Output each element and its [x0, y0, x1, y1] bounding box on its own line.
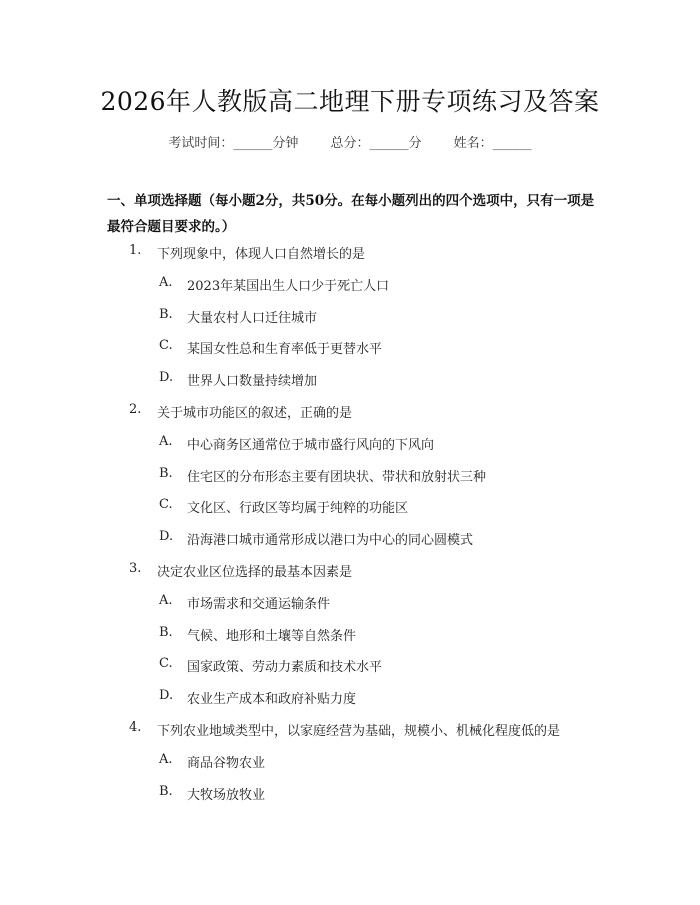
- option-letter: A.: [159, 433, 173, 449]
- option-letter: C.: [159, 338, 173, 354]
- option-letter: A.: [159, 274, 173, 290]
- option-letter: B.: [159, 465, 173, 481]
- question-number: 3.: [129, 561, 142, 576]
- option-text: 商品谷物农业: [187, 755, 266, 771]
- option-text: 气候、地形和土壤等自然条件: [187, 628, 357, 644]
- option-text: 沿海港口城市通常形成以港口为中心的同心圆模式: [187, 533, 474, 549]
- question-number: 4.: [129, 720, 142, 735]
- student-name-field: 姓名：______: [453, 136, 532, 151]
- question-number: 1.: [129, 243, 142, 258]
- option-letter: A.: [159, 592, 173, 608]
- option-text: 国家政策、劳动力素质和技术水平: [187, 660, 383, 676]
- option-letter: C.: [159, 656, 173, 672]
- option-text: 市场需求和交通运输条件: [187, 596, 331, 612]
- option-text: 住宅区的分布形态主要有团块状、带状和放射状三种: [187, 469, 487, 485]
- option-letter: D.: [159, 688, 174, 704]
- question-text: 关于城市功能区的叙述，正确的是: [157, 406, 353, 421]
- option-letter: B.: [159, 306, 173, 322]
- option-text: 世界人口数量持续增加: [187, 374, 318, 390]
- option-text: 大量农村人口迁往城市: [187, 310, 318, 326]
- option-text: 文化区、行政区等均属于纯粹的功能区: [187, 501, 409, 517]
- option-text: 2023年某国出生人口少于死亡人口: [187, 278, 390, 294]
- question-number: 2.: [129, 402, 142, 417]
- option-text: 某国女性总和生育率低于更替水平: [187, 342, 383, 358]
- section-heading: 一、单项选择题（每小题2分，共50分。在每小题列出的四个选项中，只有一项是最符合题目要求的。）: [107, 193, 595, 235]
- question-text: 下列农业地域类型中，以家庭经营为基础，规模小、机械化程度低的是: [157, 724, 561, 739]
- option-text: 农业生产成本和政府补贴力度: [187, 692, 357, 708]
- option-letter: B.: [159, 783, 173, 799]
- option-letter: B.: [159, 624, 173, 640]
- option-text: 中心商务区通常位于城市盛行风向的下风向: [187, 437, 435, 453]
- option-letter: D.: [159, 529, 174, 545]
- option-letter: C.: [159, 497, 173, 513]
- document-title: 2026年人教版高二地理下册专项练习及答案: [100, 87, 600, 116]
- exam-time-field: 考试时间：______分钟: [168, 136, 299, 151]
- option-letter: A.: [159, 751, 173, 767]
- total-score-field: 总分：______分: [330, 136, 422, 151]
- question-text: 决定农业区位选择的最基本因素是: [157, 565, 353, 580]
- exam-info: [0, 132, 700, 151]
- option-text: 大牧场放牧业: [187, 787, 266, 803]
- option-letter: D.: [159, 370, 174, 386]
- question-text: 下列现象中，体现人口自然增长的是: [157, 247, 366, 262]
